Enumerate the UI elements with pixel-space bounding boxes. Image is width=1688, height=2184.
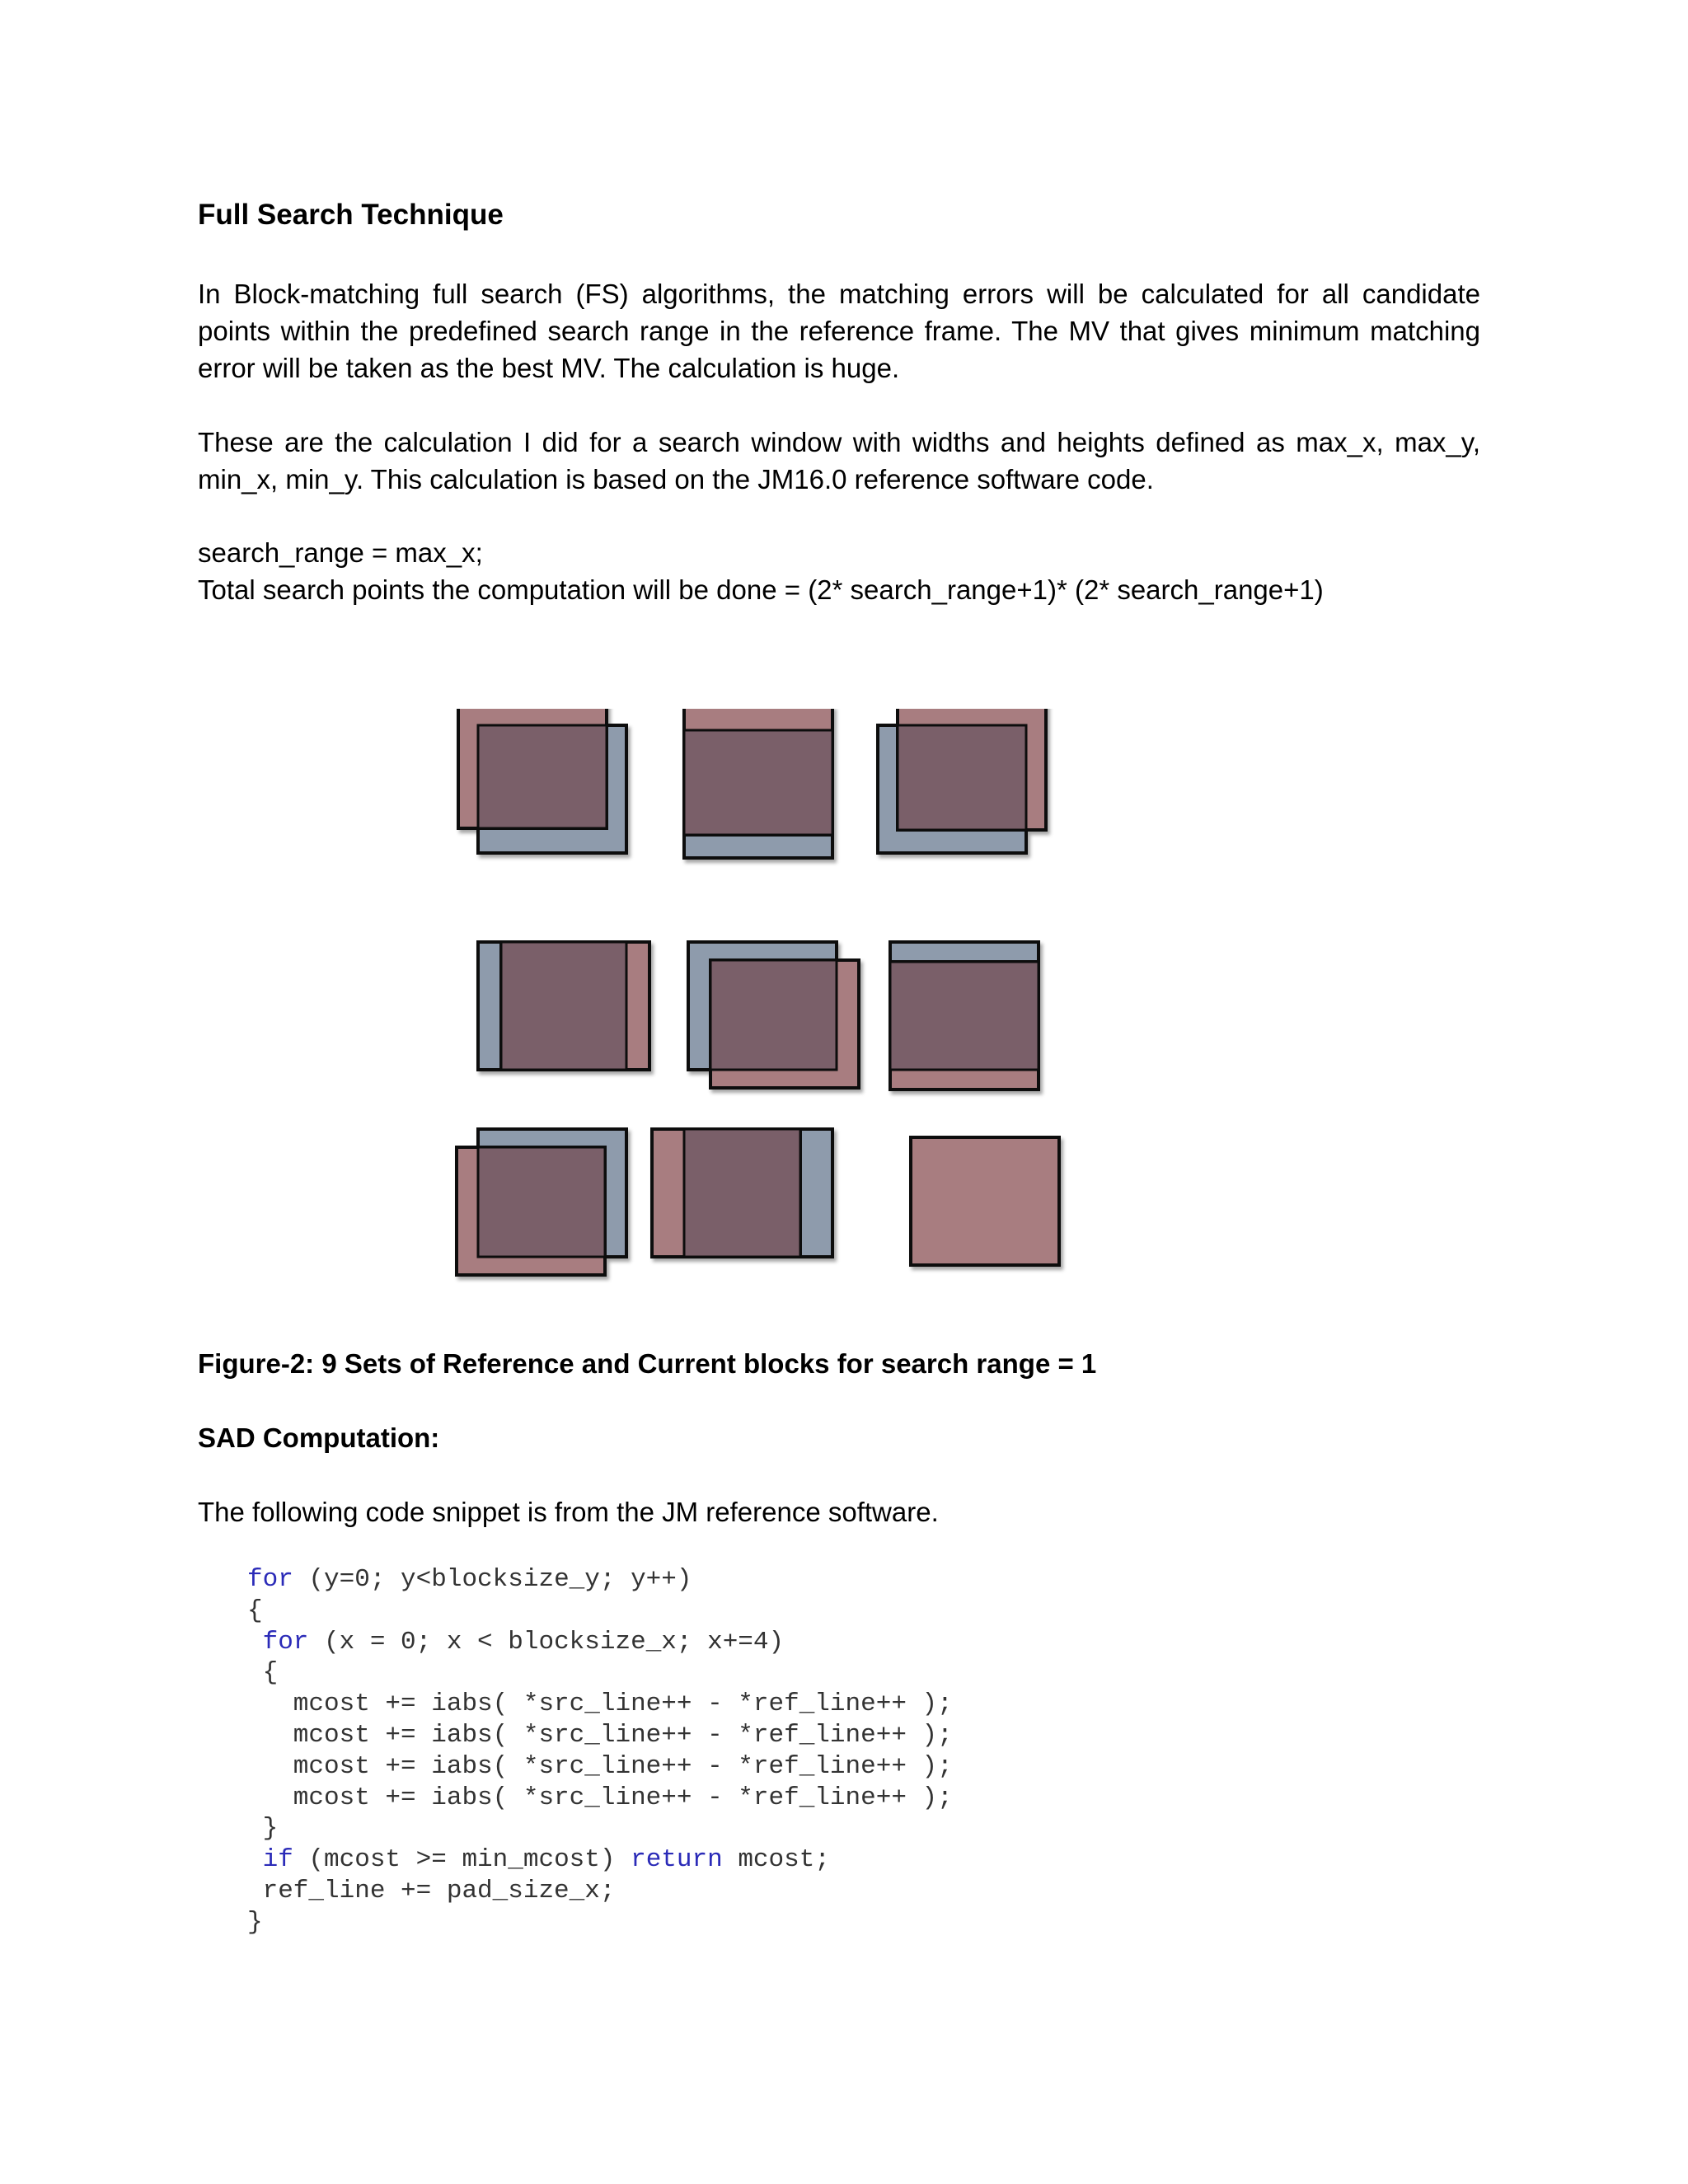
current-block bbox=[911, 1137, 1059, 1265]
code-line-5: mcost += iabs( *src_line++ - *ref_line++ ); bbox=[247, 1690, 953, 1719]
paragraph-search-window: These are the calculation I did for a search window with widths and heights defined as max_x, max_y, min_x, min_y. This calculation is based on the JM16.0 reference software code. bbox=[198, 427, 1480, 494]
overlap-region bbox=[501, 942, 626, 1070]
figure-caption: Figure-2: 9 Sets of Reference and Current blocks for search range = 1 bbox=[198, 1348, 1097, 1379]
block-pair-7 bbox=[457, 1129, 626, 1275]
code-line-12: } bbox=[247, 1907, 263, 1937]
code-snippet bbox=[247, 1564, 953, 1938]
overlap-region bbox=[898, 725, 1026, 830]
code-line-9: } bbox=[247, 1814, 279, 1844]
code-keyword: return bbox=[631, 1845, 723, 1875]
block-pair-6 bbox=[890, 942, 1039, 1090]
code-text: (mcost >= min_mcost) bbox=[293, 1845, 631, 1875]
overlap-region bbox=[684, 730, 832, 835]
block-matching-figure bbox=[445, 709, 1088, 1302]
sad-heading: SAD Computation: bbox=[198, 1422, 440, 1453]
overlap-region bbox=[684, 1129, 800, 1257]
code-line-1 bbox=[247, 1564, 953, 1596]
block-pair-2 bbox=[684, 709, 832, 858]
code-text: (x = 0; x < blocksize_x; x+=4) bbox=[308, 1627, 785, 1657]
code-line-8: mcost += iabs( *src_line++ - *ref_line++ ); bbox=[247, 1783, 953, 1812]
code-keyword: for bbox=[247, 1627, 309, 1657]
code-line-3 bbox=[247, 1627, 953, 1658]
code-line-4: { bbox=[247, 1658, 279, 1688]
code-line-6: mcost += iabs( *src_line++ - *ref_line++ ); bbox=[247, 1720, 953, 1750]
block-pair-4 bbox=[478, 942, 649, 1070]
block-pair-5 bbox=[688, 942, 859, 1088]
paragraph-code-intro: The following code snippet is from the JM reference software. bbox=[198, 1497, 939, 1527]
total-points-line: Total search points the computation will be done = (2* search_range+1)* (2* search_range+1) bbox=[198, 574, 1324, 605]
code-text: (y=0; y<blocksize_y; y++) bbox=[293, 1565, 692, 1594]
block-pair-8 bbox=[652, 1129, 832, 1257]
code-line-11: ref_line += pad_size_x; bbox=[247, 1876, 616, 1905]
block-pair-1 bbox=[458, 709, 626, 853]
overlap-region bbox=[890, 962, 1039, 1070]
block-pair-3 bbox=[878, 709, 1046, 853]
code-keyword: if bbox=[247, 1845, 293, 1875]
section-title: Full Search Technique bbox=[198, 199, 504, 231]
paragraph-full-search: In Block-matching full search (FS) algorithms, the matching errors will be calculated for all candidate points within the predefined search range in the reference frame. The MV that gives minimum matching error will be taken as the best MV. The calculation is huge. bbox=[198, 279, 1480, 383]
overlap-region bbox=[478, 725, 607, 828]
code-line-7: mcost += iabs( *src_line++ - *ref_line++ ); bbox=[247, 1751, 953, 1781]
search-range-line: search_range = max_x; bbox=[198, 537, 483, 568]
code-text: mcost; bbox=[722, 1845, 830, 1875]
code-keyword: for bbox=[247, 1565, 293, 1594]
code-line-10 bbox=[247, 1844, 953, 1876]
overlap-region bbox=[710, 960, 837, 1070]
code-line-2: { bbox=[247, 1596, 263, 1625]
overlap-region bbox=[478, 1147, 605, 1257]
block-pair-9 bbox=[911, 1137, 1059, 1265]
paragraph-search-range bbox=[198, 534, 1480, 608]
